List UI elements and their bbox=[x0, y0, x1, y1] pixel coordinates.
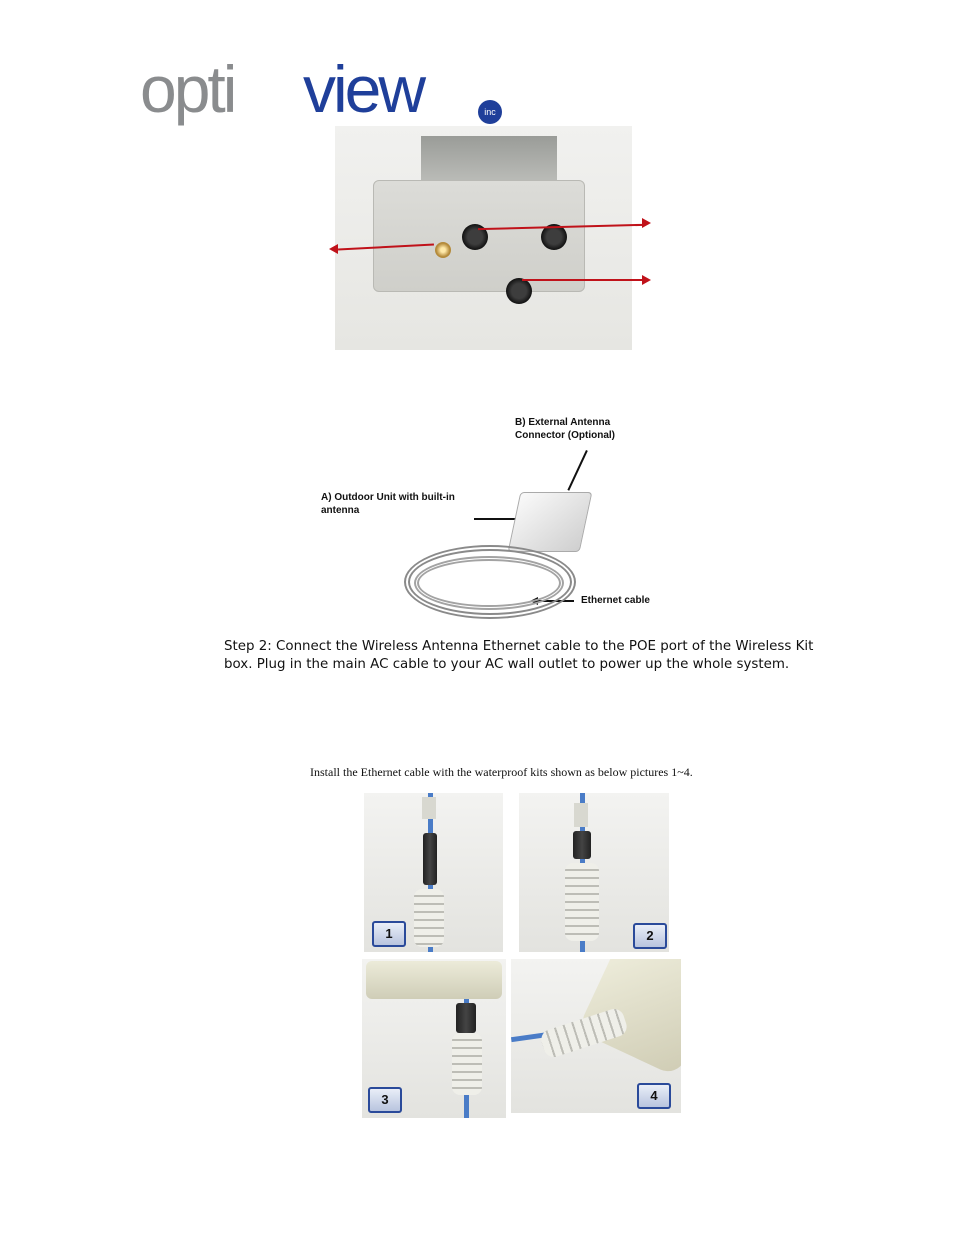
picture-number-badge: 1 bbox=[372, 921, 406, 947]
logo-opti-text: opti bbox=[140, 52, 235, 126]
red-arrowhead-right bbox=[642, 218, 651, 228]
install-picture-1 bbox=[364, 793, 503, 952]
outdoor-unit-illustration bbox=[508, 492, 593, 552]
red-arrowhead-left bbox=[329, 244, 338, 254]
waterproof-caption: Install the Ethernet cable with the waterproof kits shown as below pictures 1~4. bbox=[310, 765, 693, 779]
install-picture-2 bbox=[519, 793, 669, 952]
red-arrow-right-bottom bbox=[522, 279, 644, 281]
label-ethernet-cable: Ethernet cable bbox=[581, 595, 650, 606]
optiview-logo bbox=[140, 52, 510, 130]
enclosure-box-photo bbox=[335, 126, 632, 350]
picture-number-badge: 2 bbox=[633, 923, 667, 949]
step-2-instruction: Step 2: Connect the Wireless Antenna Ethernet cable to the POE port of the Wireless Kit box. Plug in the main AC cable to your AC wall outlet to power up the whole system. bbox=[224, 639, 814, 672]
logo-inc-badge: inc bbox=[478, 100, 502, 124]
picture-number-badge: 3 bbox=[368, 1087, 402, 1113]
cable-gland bbox=[506, 278, 532, 304]
install-picture-3 bbox=[362, 959, 506, 1118]
red-arrowhead-right bbox=[642, 275, 651, 285]
arrow-to-connector bbox=[567, 450, 587, 491]
install-picture-4 bbox=[511, 959, 681, 1113]
picture-number-badge: 4 bbox=[637, 1083, 671, 1109]
connector-knob bbox=[435, 242, 451, 258]
logo-view-text: view bbox=[303, 52, 424, 126]
label-outdoor-unit: A) Outdoor Unit with built-in antenna bbox=[321, 492, 455, 516]
label-external-antenna: B) External Antenna Connector (Optional) bbox=[515, 417, 615, 441]
